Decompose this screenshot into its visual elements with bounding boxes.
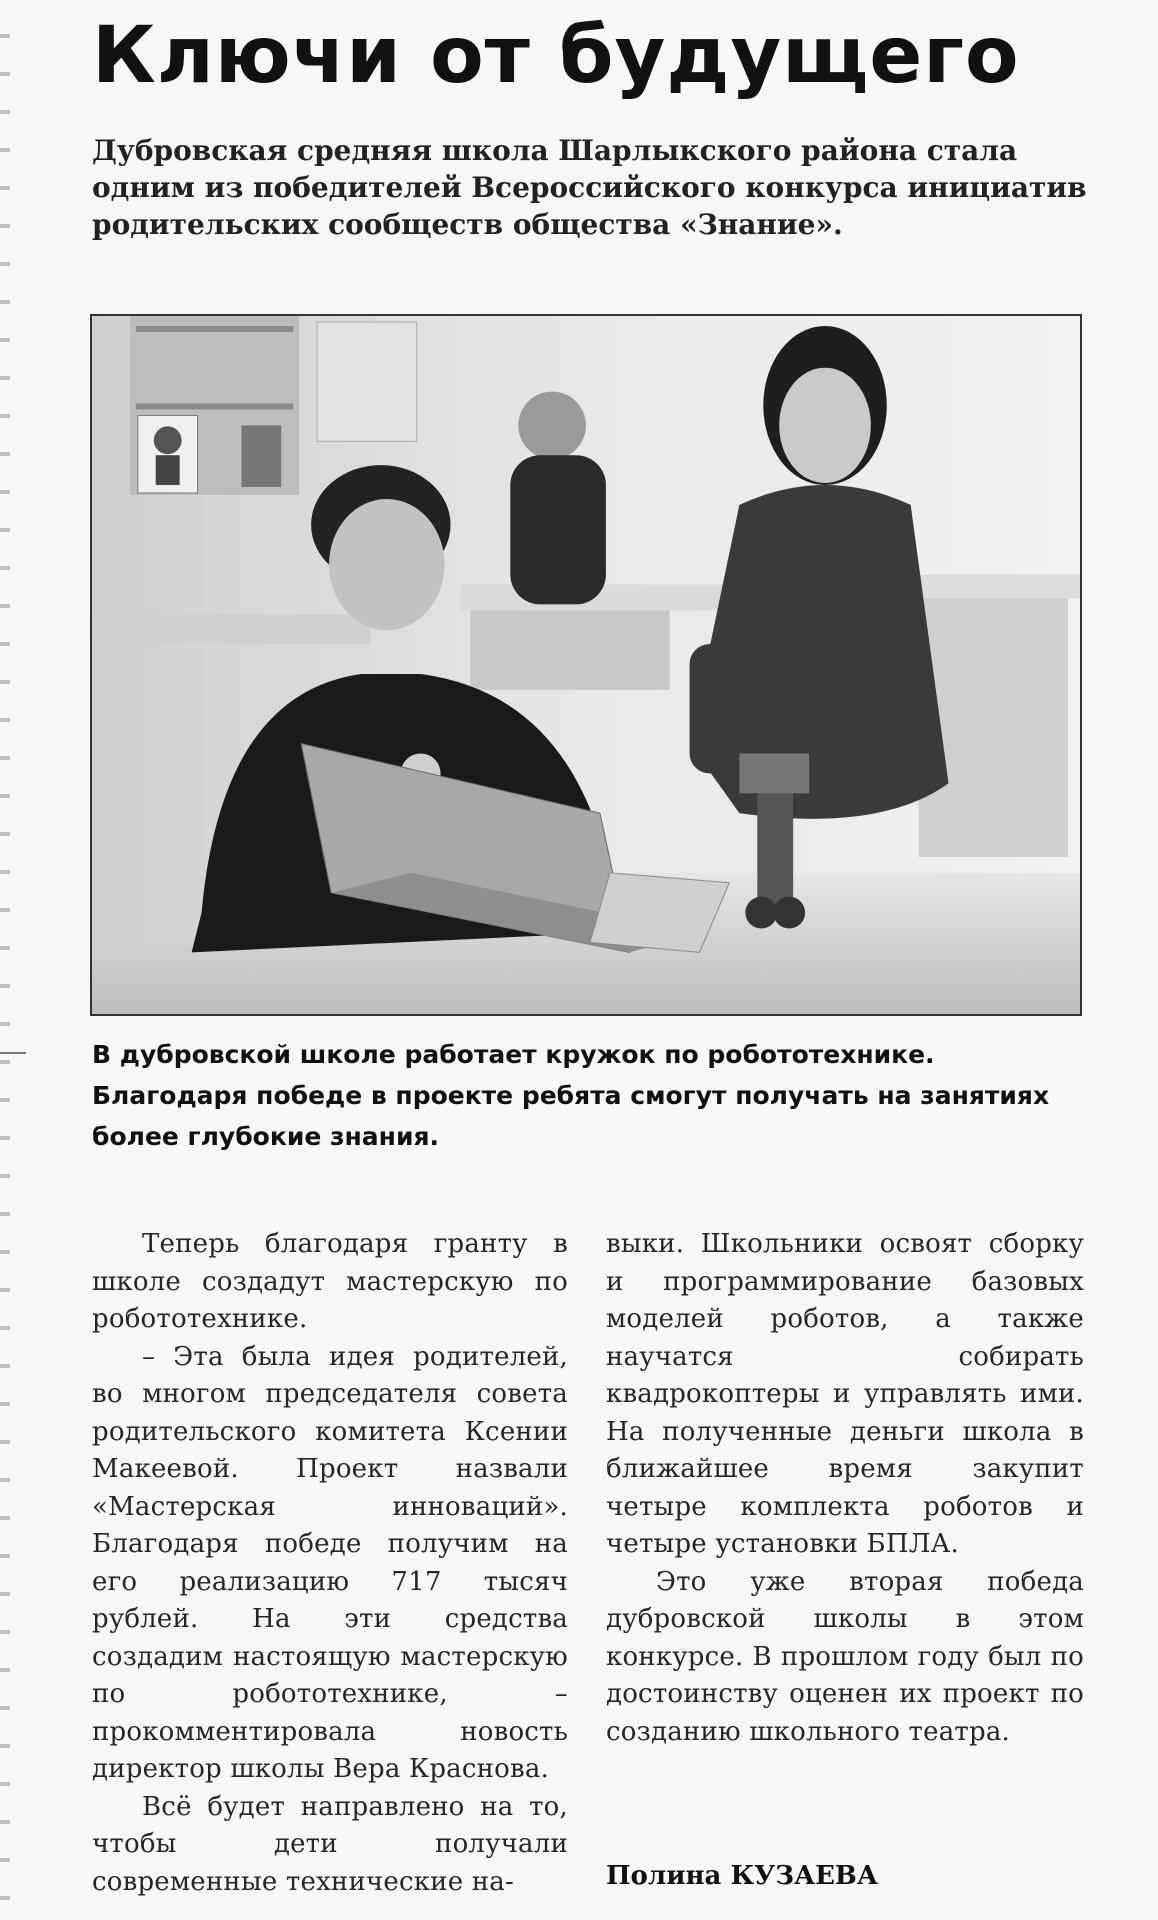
body-column-right bbox=[606, 1226, 1084, 1751]
photo-caption: В дубровской школе работает кружок по робототехнике. Благодаря победе в проекте ребята смогут получать на занятиях более глубокие знания. bbox=[92, 1040, 1050, 1151]
headline: Ключи от будущего bbox=[92, 11, 1020, 101]
body-paragraph: – Эта была идея родителей, во многом председателя совета родительского комитета Ксении Макеевой. Проект назвали «Мастерская инноваций». Благодаря победе получим на его реализацию 717 тысяч рублей. На эти средства создадим настоящую мастерскую по робототехнике, – прокомментировала новость директор школы Вера Краснова. bbox=[92, 1341, 568, 1784]
column-rule bbox=[0, 1052, 26, 1054]
body-paragraph: Это уже вторая победа дубровской школы в этом конкурсе. В прошлом году был по достоинству оценен их проект по созданию школьного театра. bbox=[606, 1566, 1084, 1747]
body-column-left bbox=[92, 1226, 568, 1901]
lead-paragraph: Дубровская средняя школа Шарлыкского района стала одним из победителей Всероссийского конкурса инициатив родительских сообществ общества «Знание». bbox=[92, 134, 1087, 241]
article-photo bbox=[90, 314, 1082, 1016]
author-byline: Полина КУЗАЕВА bbox=[606, 1861, 879, 1891]
body-paragraph: выки. Школьники освоят сборку и программирование базовых моделей роботов, а также научатся собирать квадрокоптеры и управлять ими. На полученные деньги школа в ближайшее время закупит четыре комплекта роботов и четыре установки БПЛА. bbox=[606, 1229, 1084, 1559]
body-paragraph: Всё будет направлено на то, чтобы дети получали современные технические на- bbox=[92, 1791, 568, 1897]
page-edge bbox=[0, 0, 10, 1920]
classroom-photo bbox=[92, 316, 1080, 1014]
body-paragraph: Теперь благодаря гранту в школе создадут мастерскую по робототехнике. bbox=[92, 1229, 568, 1334]
